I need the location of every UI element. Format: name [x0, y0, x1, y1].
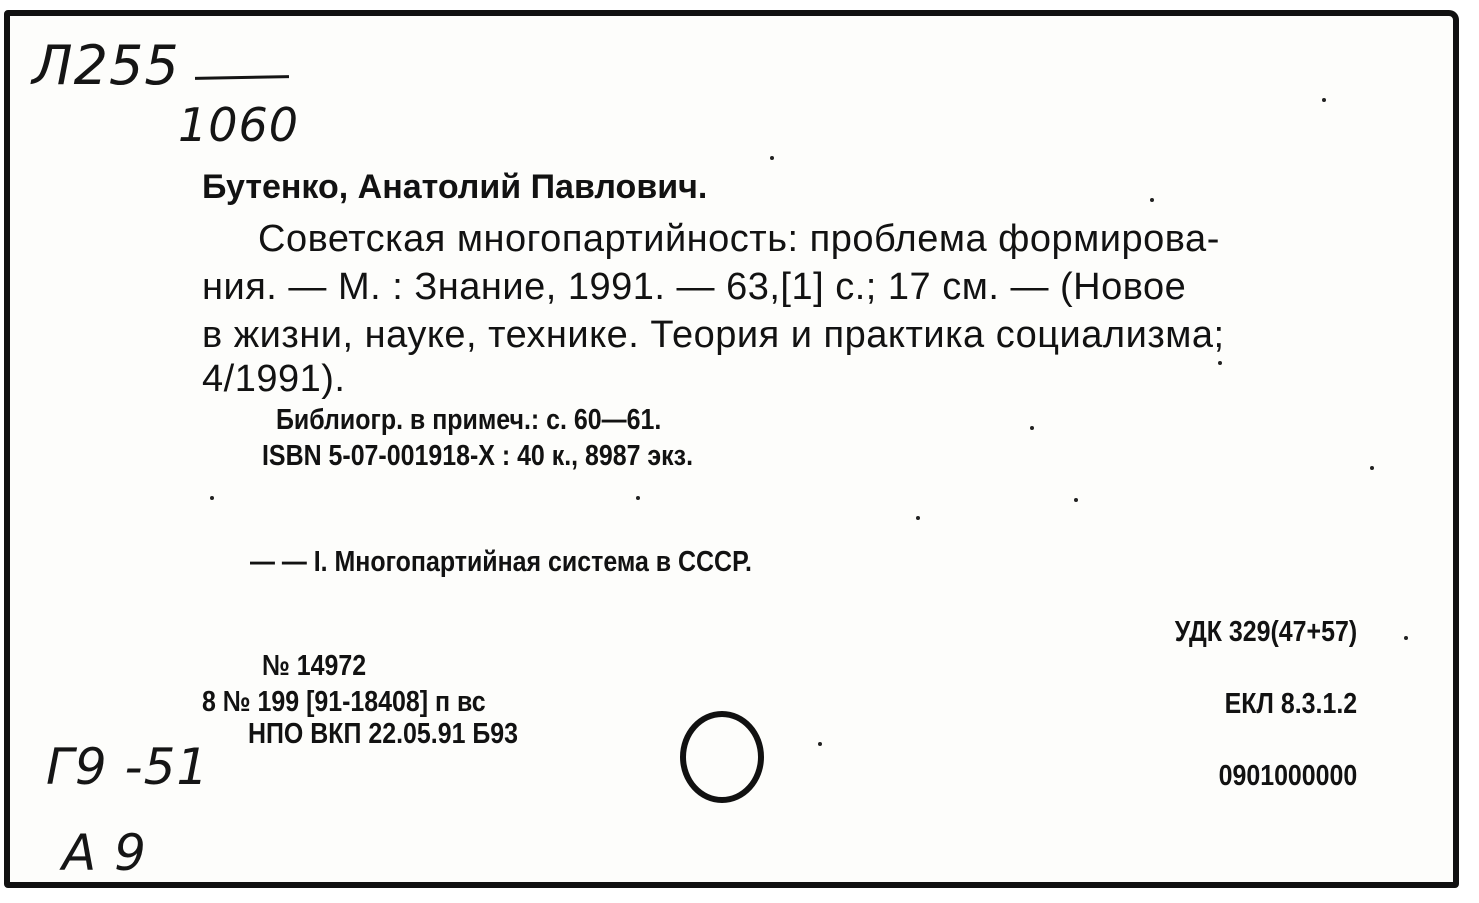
punch-hole-circle	[680, 711, 764, 803]
handwritten-code-1: Г9 -51	[46, 738, 210, 796]
bibliography-note: Библиогр. в примеч.: с. 60—61.	[276, 404, 662, 436]
speck	[1322, 98, 1326, 102]
speck	[818, 742, 822, 746]
handwritten-code-2: А 9	[62, 824, 147, 882]
subject-heading: — — I. Многопартийная система в СССР.	[250, 546, 752, 578]
printer-line: НПО ВКП 22.05.91 Б93	[248, 718, 519, 750]
author-heading: Бутенко, Анатолий Павлович.	[202, 168, 708, 206]
description-line-2: ния. — М. : Знание, 1991. — 63,[1] с.; 17 см. — (Новое	[202, 266, 1187, 308]
isbn-line: ISBN 5-07-001918-Х : 40 к., 8987 экз.	[262, 440, 693, 472]
speck	[1218, 361, 1222, 365]
udk-code: УДК 329(47+57)	[1174, 616, 1357, 648]
description-line-4: 4/1991).	[202, 358, 346, 400]
description-line-1: Советская многопартийность: проблема формирова-	[258, 218, 1220, 260]
card-number: № 14972	[262, 650, 367, 682]
catalog-card	[4, 10, 1459, 888]
speck	[636, 496, 640, 500]
print-order-line: 8 № 199 [91-18408] п вс	[202, 686, 486, 718]
handwritten-fraction-denominator: 1060	[178, 98, 300, 152]
description-line-3: в жизни, науке, технике. Теория и практика социализма;	[202, 314, 1225, 356]
fraction-bar	[195, 75, 289, 80]
speck	[1150, 198, 1154, 202]
speck	[1404, 636, 1408, 640]
speck	[1030, 426, 1034, 430]
card-code: 0901000000	[1218, 760, 1357, 792]
handwritten-shelf-mark: Л255	[32, 34, 180, 97]
ekl-code: ЕКЛ 8.3.1.2	[1224, 688, 1357, 720]
speck	[916, 516, 920, 520]
speck	[1074, 498, 1078, 502]
speck	[1370, 466, 1374, 470]
speck	[210, 496, 214, 500]
speck	[770, 156, 774, 160]
